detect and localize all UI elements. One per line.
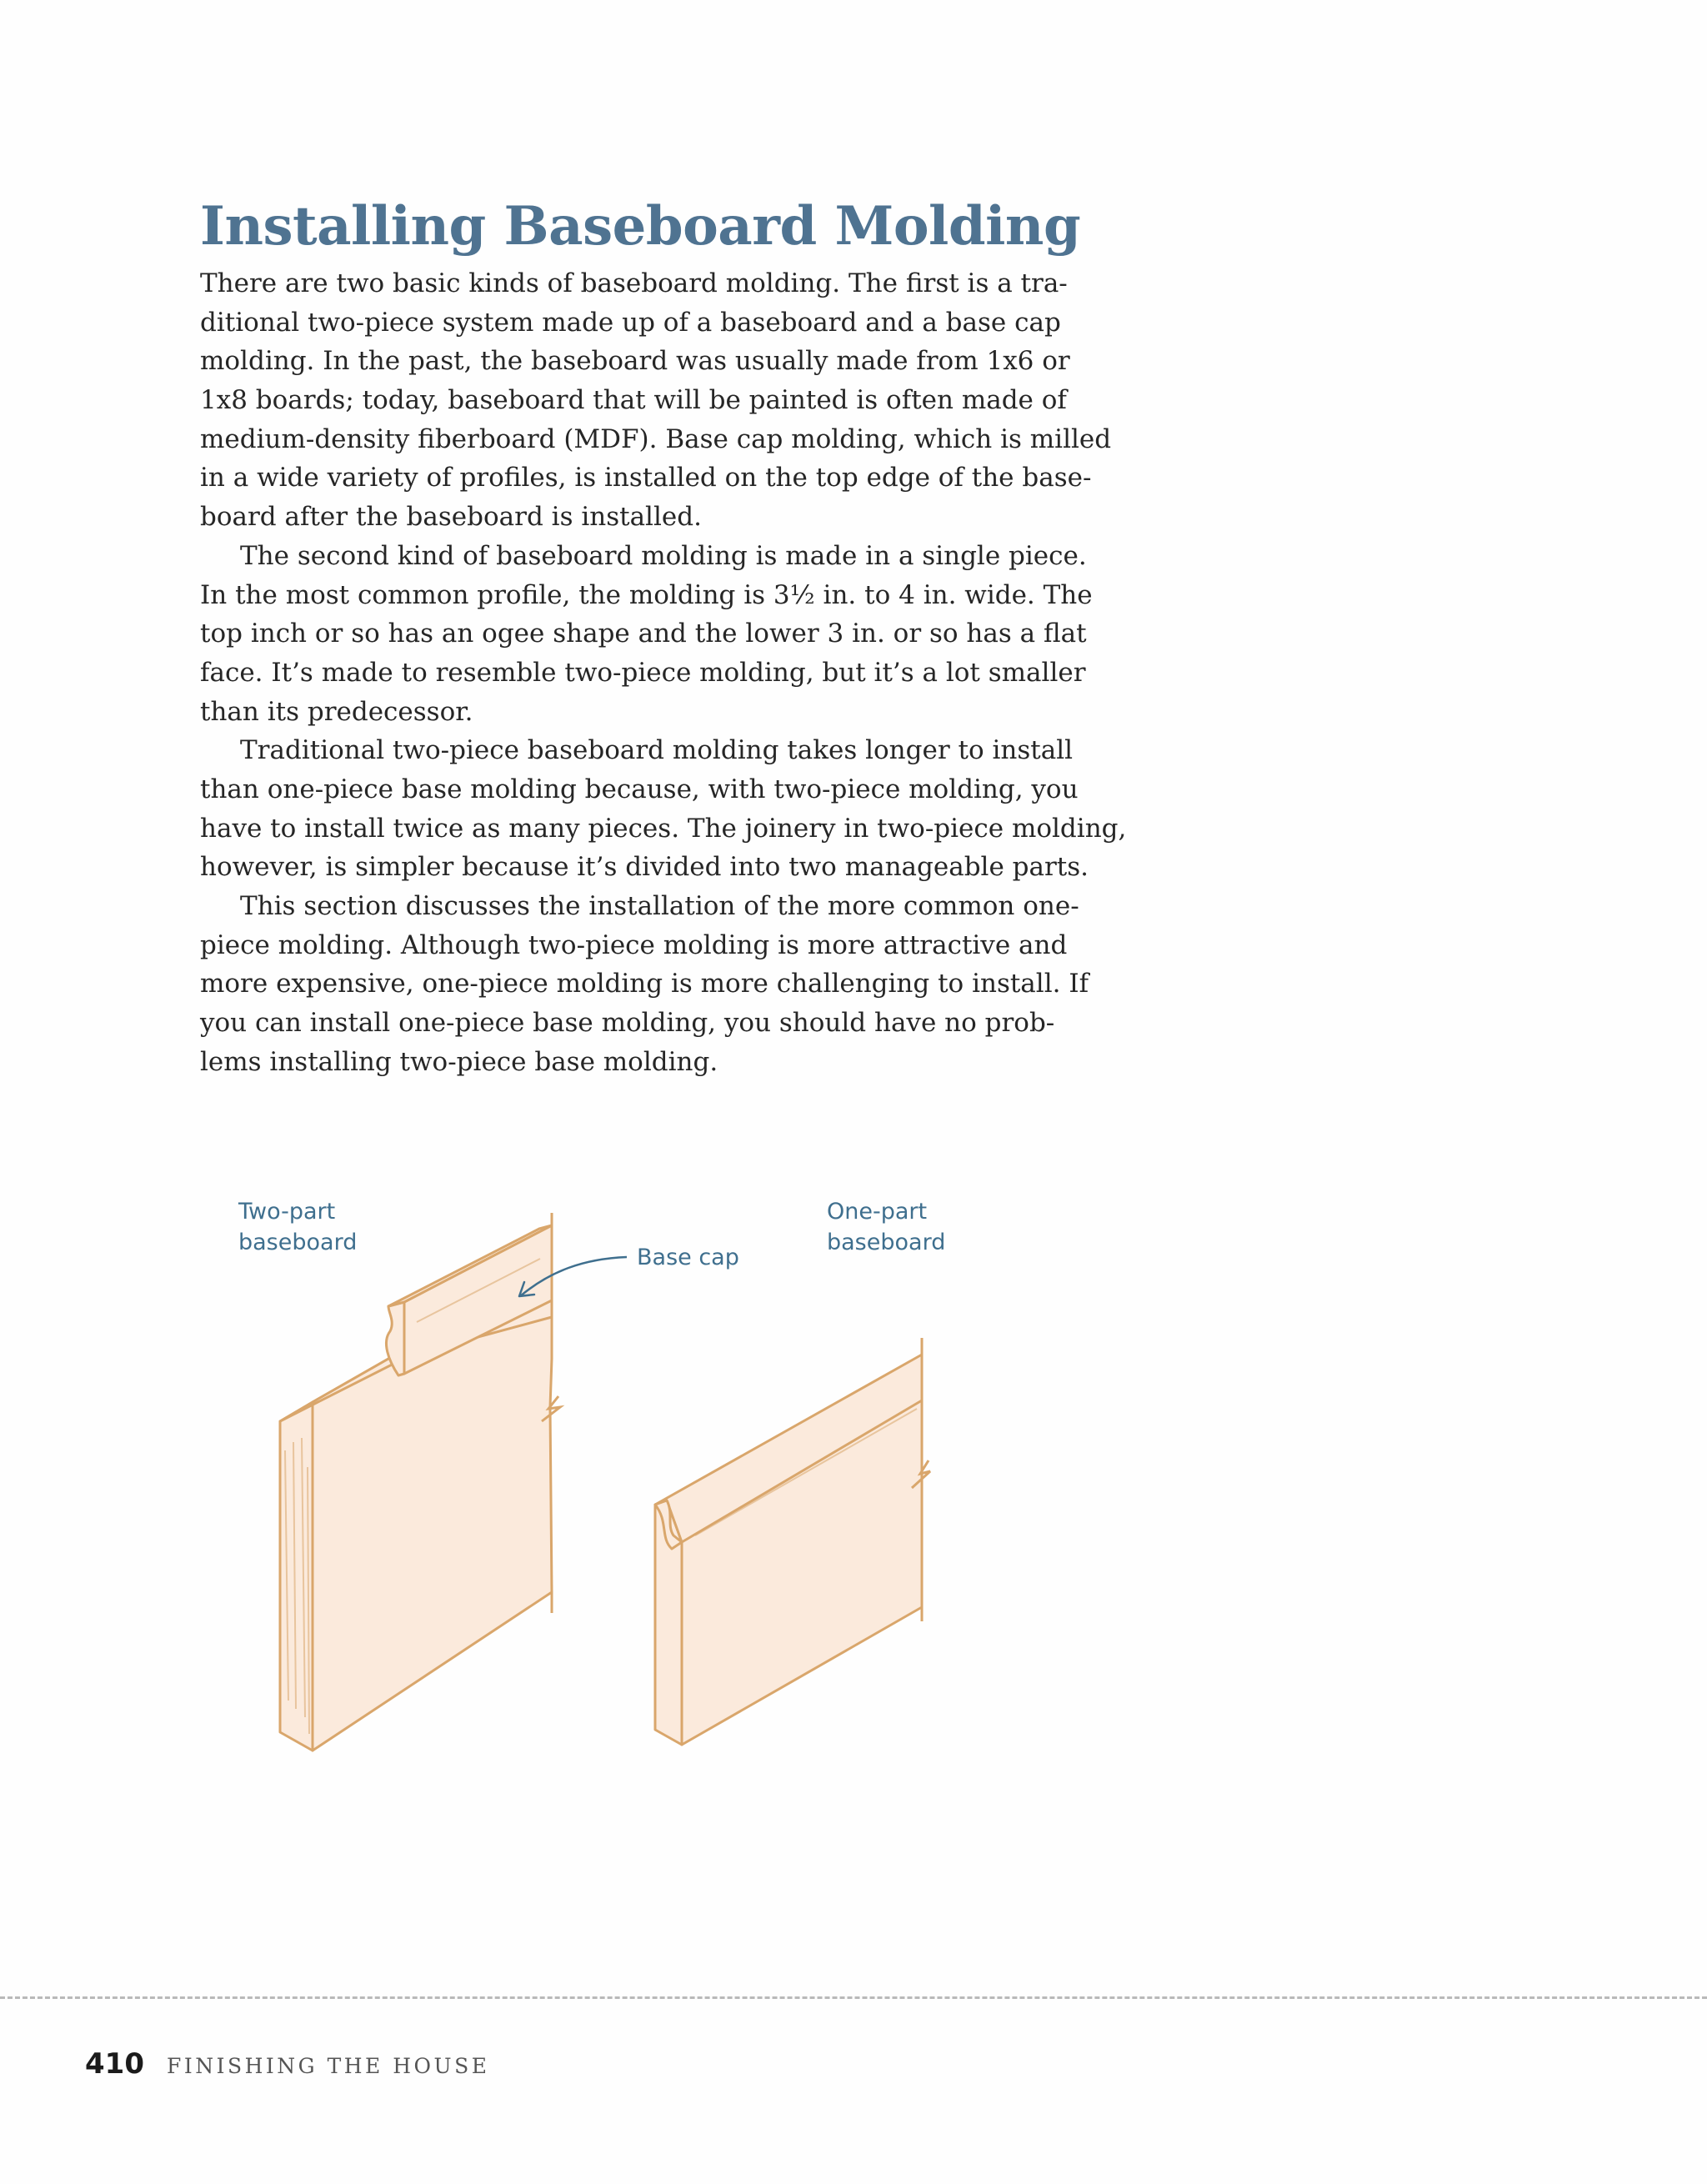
body-line: than one-piece base molding because, with two-piece molding, you [200,774,1079,804]
page-title: Installing Baseboard Molding [200,195,1081,258]
footer-divider [0,1996,1707,1999]
body-line: This section discusses the installation of the more common one- [240,891,1079,921]
body-line: board after the baseboard is installed. [200,502,702,533]
body-line: more expensive, one-piece molding is more challenging to install. If [200,969,1089,999]
label-two-part-line1: Two-part [238,1199,336,1225]
body-line: The second kind of baseboard molding is made in a single piece. [240,540,1087,571]
body-line: 1x8 boards; today, baseboard that will be painted is often made of [200,385,1067,416]
body-line: piece molding. Although two-piece molding is more attractive and [200,929,1068,960]
label-two-part-line2: baseboard [238,1230,358,1255]
label-one-part-line1: One-part [827,1199,928,1225]
label-one-part-line2: baseboard [827,1230,946,1255]
body-line: face. It’s made to resemble two-piece molding, but it’s a lot smaller [200,657,1086,688]
body-line: than its predecessor. [200,696,473,727]
label-base-cap [637,1242,739,1273]
body-line: Traditional two-piece baseboard molding takes longer to install [240,735,1074,766]
label-base-cap-text: Base cap [637,1245,739,1270]
body-line: ditional two-piece system made up of a baseboard and a base cap [200,307,1061,338]
body-line: you can install one-piece base molding, you should have no prob- [200,1008,1055,1039]
page-number: 410 [85,2047,144,2081]
body-line: molding. In the past, the baseboard was usually made from 1x6 or [200,346,1070,377]
body-line: lems installing two-piece base molding. [200,1046,718,1077]
running-footer-title: FINISHING THE HOUSE [167,2054,490,2078]
label-one-part-baseboard [827,1196,945,1258]
body-line: top inch or so has an ogee shape and the lower 3 in. or so has a flat [200,619,1087,649]
body-line: In the most common profile, the molding is 3½ in. to 4 in. wide. The [200,579,1093,610]
body-line: however, is simpler because it’s divided into two manageable parts. [200,852,1089,883]
body-line: There are two basic kinds of baseboard molding. The first is a tra- [200,268,1068,298]
body-line: in a wide variety of profiles, is installed on the top edge of the base- [200,463,1092,493]
body-line: medium-density fiberboard (MDF). Base cap molding, which is milled [200,423,1112,454]
body-line: have to install twice as many pieces. The joinery in two-piece molding, [200,813,1127,844]
label-two-part-baseboard [238,1196,357,1258]
